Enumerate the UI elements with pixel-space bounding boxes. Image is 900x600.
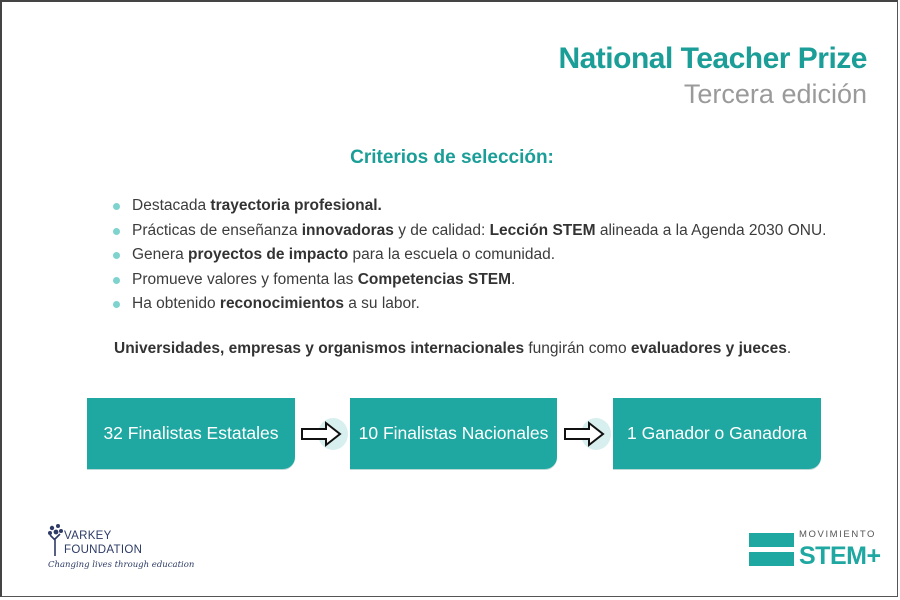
criteria-text: alineada a la Agenda 2030 ONU.	[595, 221, 827, 239]
stem-logo-bar	[749, 533, 794, 547]
criteria-item	[110, 243, 826, 268]
page-subtitle: Tercera edición	[683, 79, 867, 109]
criteria-text: .	[511, 270, 516, 288]
criteria-text: para la escuela o comunidad.	[348, 246, 556, 263]
stem-logo-main-text: STEM+	[799, 542, 881, 570]
criteria-item	[110, 219, 826, 244]
criteria-text: Prácticas de enseñanza	[132, 221, 302, 239]
section-heading: Criterios de selección:	[350, 147, 554, 168]
criteria-bold: Competencias STEM	[357, 270, 512, 288]
evaluators-bold: Universidades, empresas y organismos internacionales	[114, 340, 525, 357]
criteria-text: Ha obtenido	[132, 295, 220, 312]
criteria-text: y de calidad:	[393, 221, 490, 239]
arrow-shape	[563, 420, 607, 448]
varkey-name-line1: VARKEY	[64, 530, 112, 542]
stem-logo-top-text: MOVIMIENTO	[799, 529, 877, 540]
flow-step-winner: 1 Ganador o Ganadora	[613, 398, 821, 469]
criteria-item	[110, 194, 826, 219]
tree-icon	[46, 522, 66, 556]
criteria-text: Destacada	[132, 197, 211, 214]
criteria-bold: innovadoras	[301, 221, 394, 239]
varkey-foundation-logo	[46, 522, 195, 574]
right-arrow-icon	[300, 420, 348, 448]
stem-logo-bar	[749, 552, 794, 566]
criteria-text: Genera	[132, 246, 189, 263]
varkey-name-line2: FOUNDATION	[64, 544, 143, 556]
page-title: National Teacher Prize	[558, 42, 867, 75]
bullet-icon	[113, 203, 120, 210]
evaluators-bold: evaluadores y jueces	[630, 340, 787, 357]
criteria-bold: Lección STEM	[489, 221, 596, 239]
evaluators-text: fungirán como	[524, 340, 631, 357]
evaluators-text: .	[786, 340, 792, 357]
criteria-text: Promueve valores y fomenta las	[132, 270, 358, 288]
criteria-text: a su labor.	[343, 295, 420, 312]
criteria-bold: proyectos de impacto	[188, 246, 349, 263]
bullet-icon	[113, 228, 120, 235]
criteria-bold: reconocimientos	[219, 295, 344, 312]
bullet-icon	[113, 252, 120, 259]
movimiento-stem-logo	[749, 526, 879, 572]
arrow-shape	[300, 420, 344, 448]
flow-step-state-finalists: 32 Finalistas Estatales	[87, 398, 295, 469]
flow-step-national-finalists: 10 Finalistas Nacionales	[350, 398, 557, 469]
criteria-bold: trayectoria profesional.	[210, 197, 382, 214]
criteria-item	[110, 292, 826, 317]
bullet-icon	[113, 301, 120, 308]
criteria-item	[110, 268, 826, 293]
evaluators-statement	[114, 340, 791, 358]
criteria-list	[110, 194, 826, 317]
right-arrow-icon	[563, 420, 611, 448]
varkey-tagline: Changing lives through education	[48, 560, 195, 570]
bullet-icon	[113, 277, 120, 284]
